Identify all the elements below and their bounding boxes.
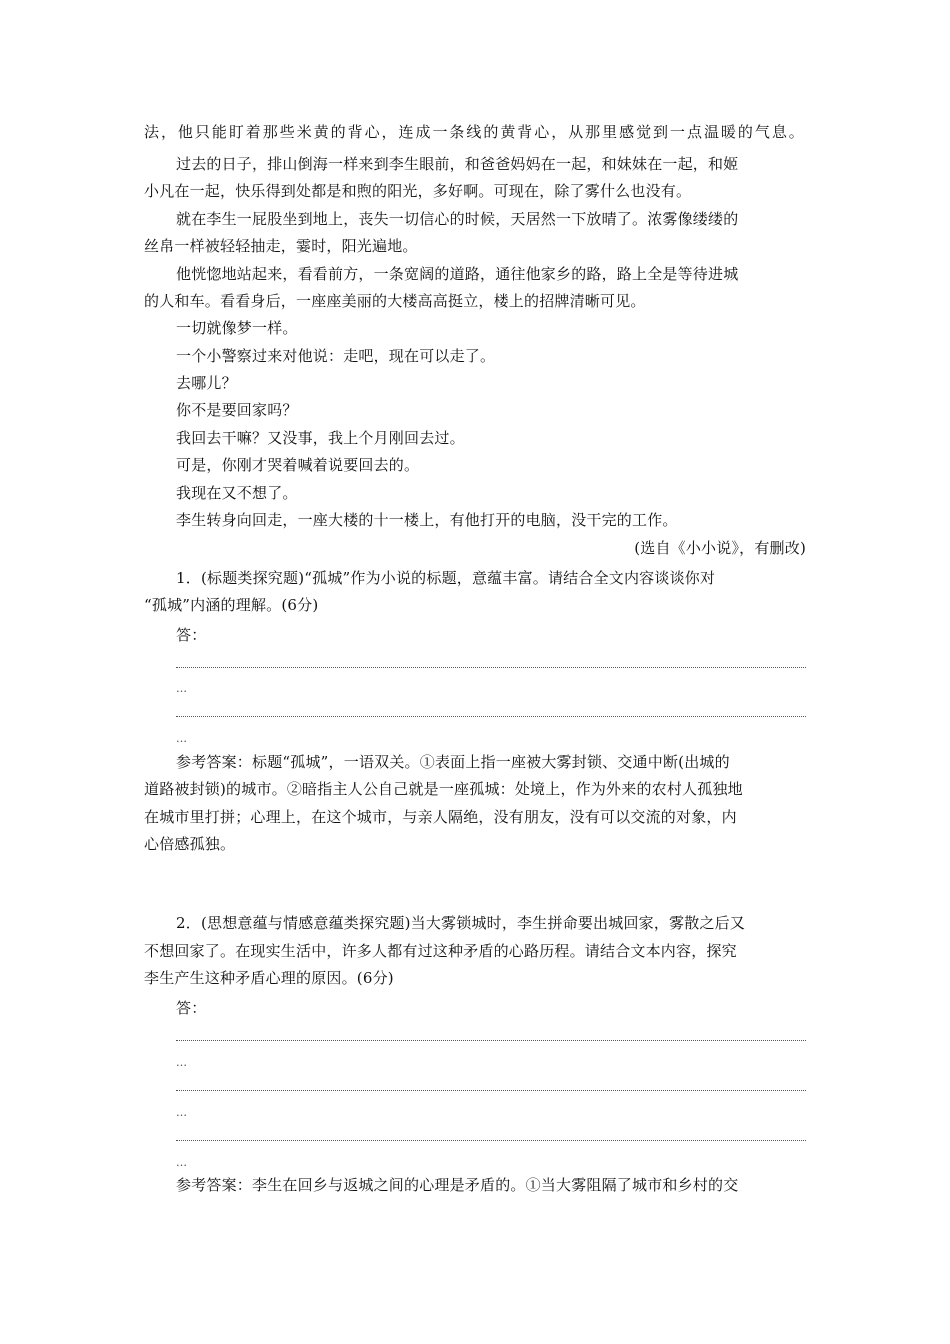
question-1-text: 1．(标题类探究题)“孤城”作为小说的标题，意蕴丰富。请结合全文内容谈谈你对	[176, 569, 716, 587]
reference-answer-2: 参考答案：李生在回乡与返城之间的心理是矛盾的。①当大雾阻隔了城市和乡村的交	[176, 1176, 739, 1194]
story-text-line: 丝帛一样被轻轻抽走，霎时，阳光遍地。	[144, 237, 418, 255]
story-text-line: 我现在又不想了。	[176, 484, 298, 502]
answer-line	[176, 1090, 806, 1091]
story-text-line: 李生转身向回走，一座大楼的十一楼上，有他打开的电脑，没干完的工作。	[176, 511, 678, 529]
answer-line-trail: …	[176, 682, 187, 695]
story-text-line: 的人和车。看看身后，一座座美丽的大楼高高挺立，楼上的招牌清晰可见。	[144, 292, 646, 310]
answer-line	[176, 1140, 806, 1141]
story-text-line: 可是，你刚才哭着喊着说要回去的。	[176, 456, 420, 474]
answer-line-trail: …	[176, 1106, 187, 1119]
answer-label: 答：	[176, 999, 207, 1017]
story-text-line: 你不是要回家吗？	[176, 401, 298, 419]
story-text-line: 法，他只能盯着那些米黄的背心，连成一条线的黄背心，从那里感觉到一点温暖的气息。	[144, 123, 804, 141]
question-2-text: 不想回家了。在现实生活中，许多人都有过这种矛盾的心路历程。请结合文本内容，探究	[144, 942, 737, 960]
story-text-line: 我回去干嘛？又没事，我上个月刚回去过。	[176, 429, 465, 447]
story-text-line: 去哪儿？	[176, 374, 237, 392]
reference-answer-1: 道路被封锁)的城市。②暗指主人公自己就是一座孤城：处境上，作为外来的农村人孤独地	[144, 780, 743, 798]
source-citation: (选自《小小说》，有删改)	[634, 539, 806, 557]
reference-answer-1: 参考答案：标题“孤城”，一语双关。①表面上指一座被大雾封锁、交通中断(出城的	[176, 753, 730, 771]
question-1-text: “孤城”内涵的理解。(6分)	[144, 596, 319, 614]
question-2-text: 2．(思想意蕴与情感意蕴类探究题)当大雾锁城时，李生拼命要出城回家，雾散之后又	[176, 914, 746, 932]
answer-line-trail: …	[176, 732, 187, 745]
answer-line-trail: …	[176, 1156, 187, 1169]
story-text-line: 一个小警察过来对他说：走吧，现在可以走了。	[176, 347, 496, 365]
answer-line-trail: …	[176, 1056, 187, 1069]
answer-label: 答：	[176, 626, 207, 644]
reference-answer-1: 心倍感孤独。	[144, 835, 236, 853]
question-2-text: 李生产生这种矛盾心理的原因。(6分)	[144, 969, 394, 987]
story-text-line: 一切就像梦一样。	[176, 319, 298, 337]
reference-answer-1: 在城市里打拼；心理上，在这个城市，与亲人隔绝，没有朋友，没有可以交流的对象，内	[144, 808, 737, 826]
story-text-line: 就在李生一屁股坐到地上，丧失一切信心的时候，天居然一下放晴了。浓雾像缕缕的	[176, 210, 739, 228]
answer-line	[176, 716, 806, 717]
story-text-line: 他恍惚地站起来，看看前方，一条宽阔的道路，通往他家乡的路，路上全是等待进城	[176, 265, 739, 283]
story-text-line: 过去的日子，排山倒海一样来到李生眼前，和爸爸妈妈在一起，和妹妹在一起，和姬	[176, 155, 739, 173]
story-text-line: 小凡在一起，快乐得到处都是和煦的阳光，多好啊。可现在，除了雾什么也没有。	[144, 182, 692, 200]
answer-line	[176, 1040, 806, 1041]
answer-line	[176, 667, 806, 668]
